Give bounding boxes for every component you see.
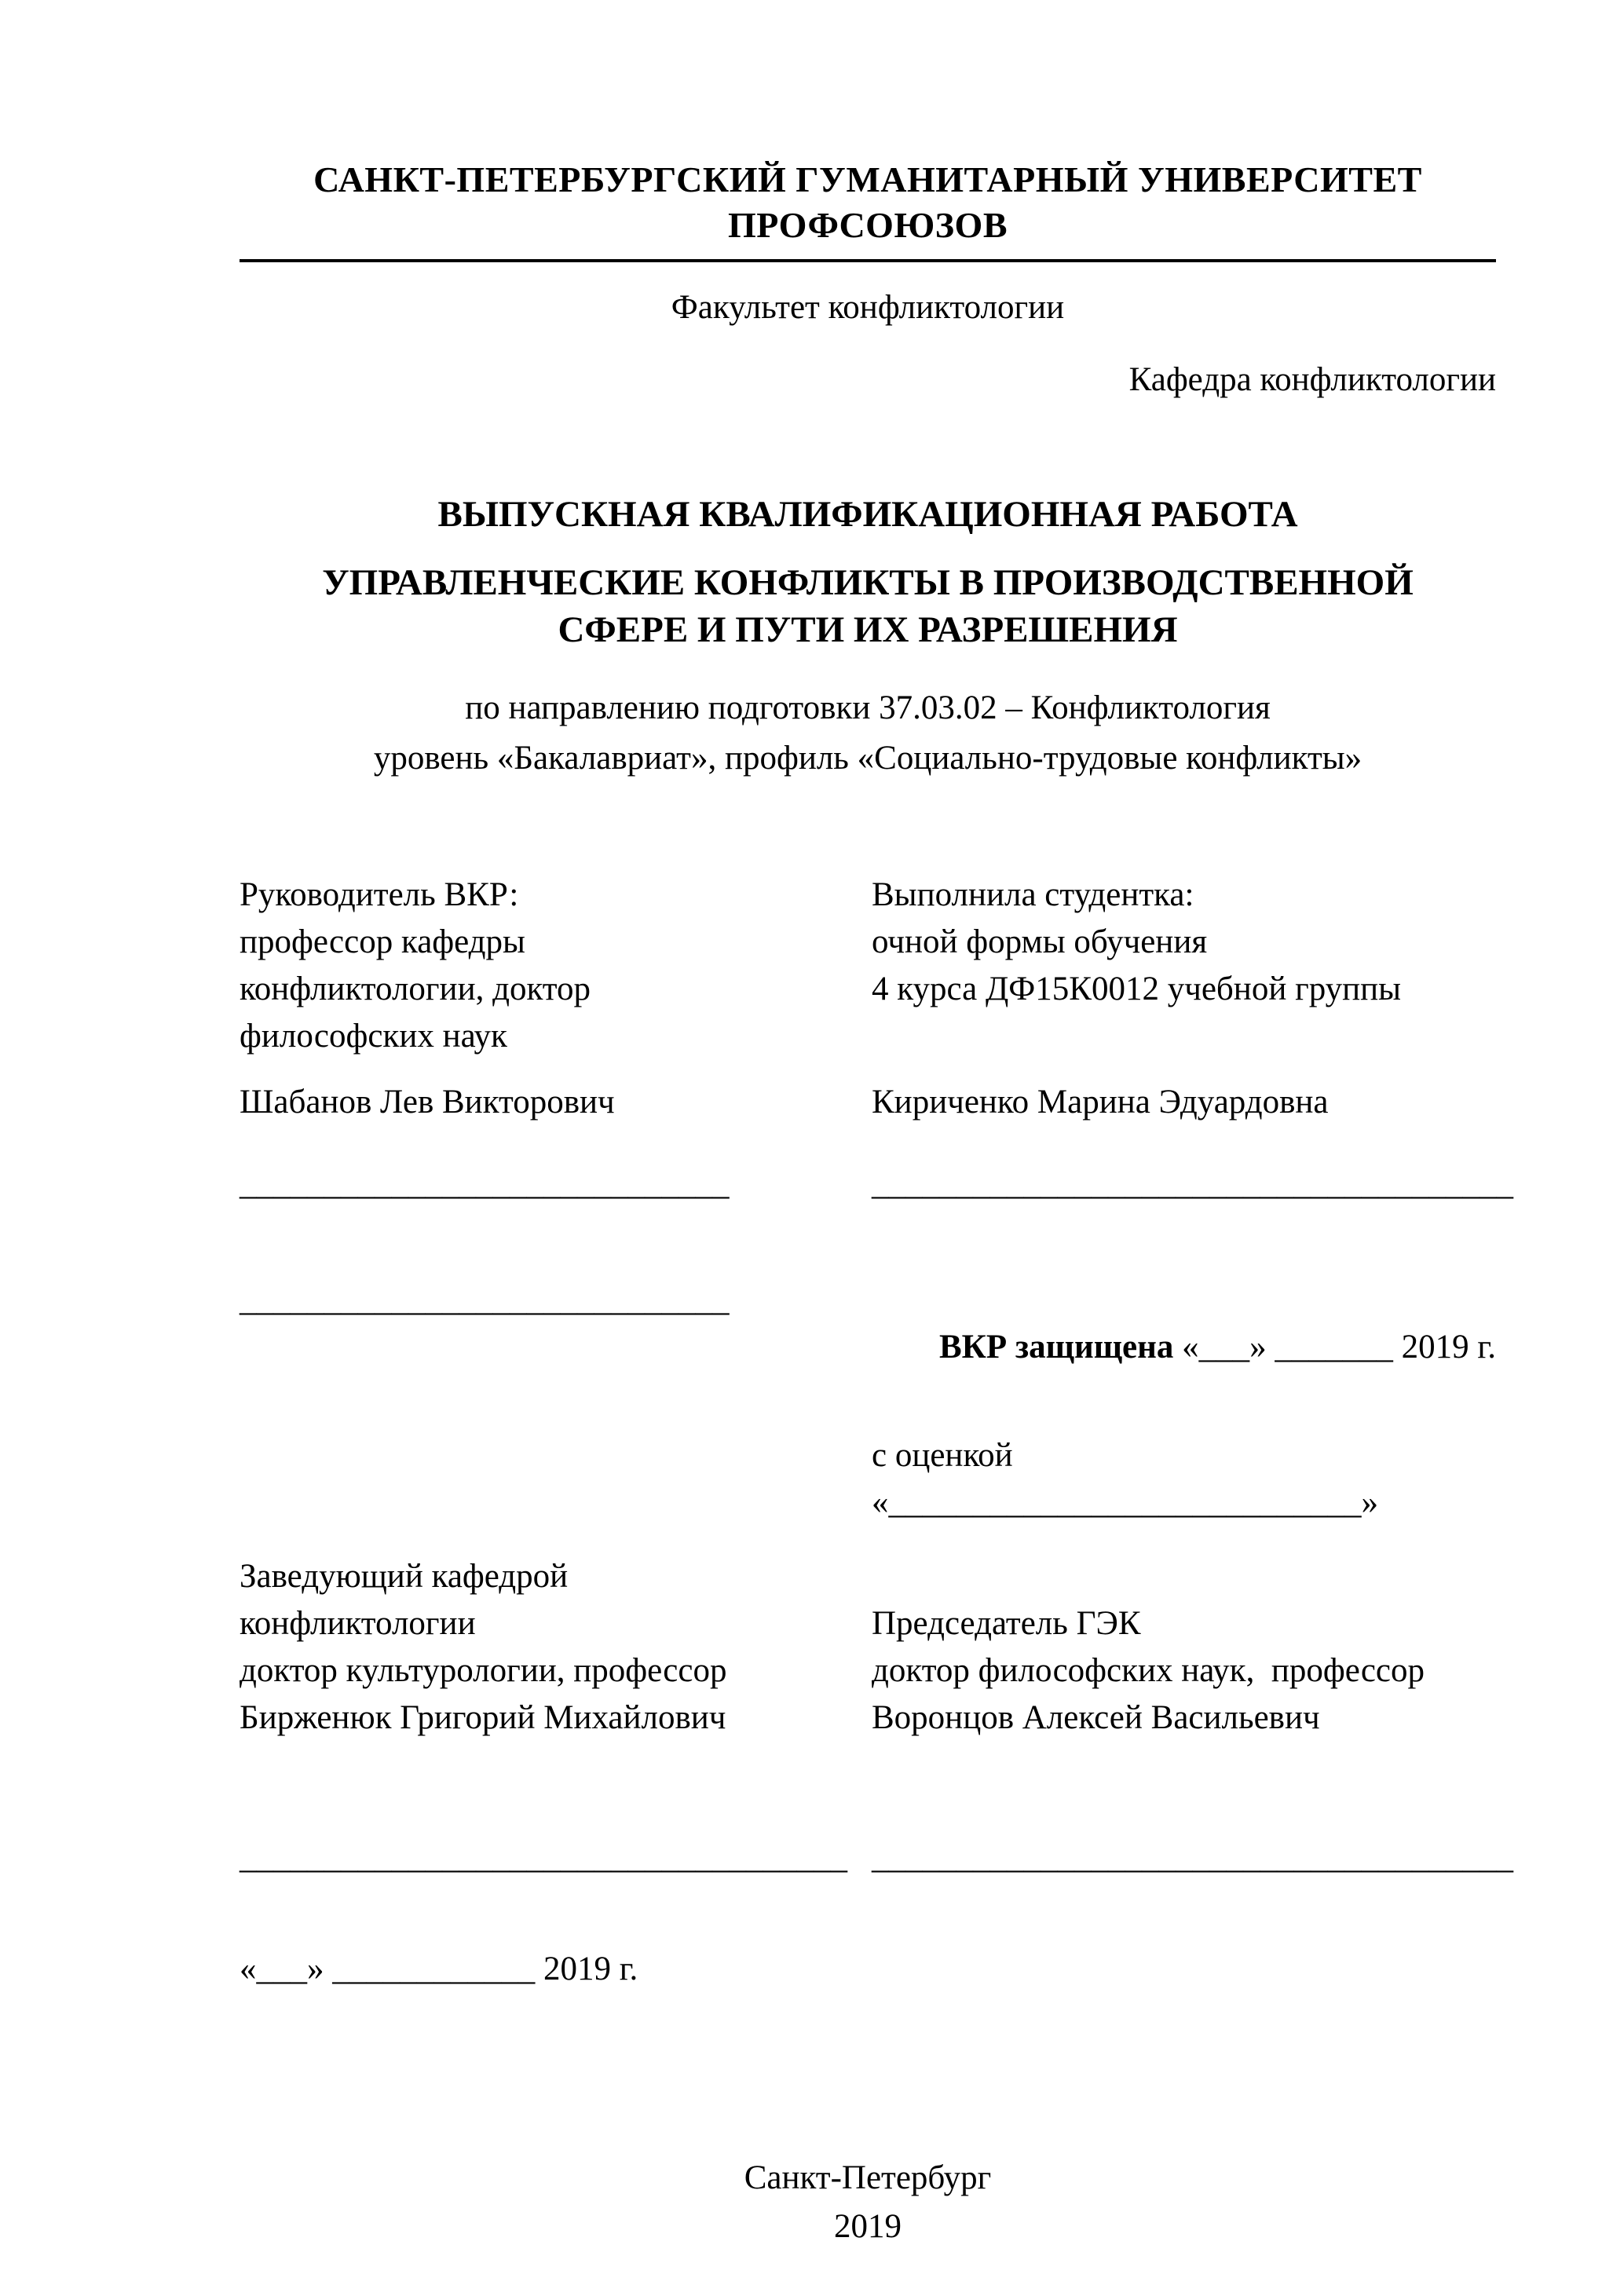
supervisor-signature-line: _____________________________ [240, 1165, 730, 1202]
gek-chair-line1: Председатель ГЭК [872, 1605, 1141, 1642]
program-info [240, 683, 1496, 784]
city-line: Санкт-Петербург [744, 2159, 992, 2196]
defense-line [872, 1277, 1496, 1418]
program-level: уровень «Бакалавриат», профиль «Социально-трудовые конфликты» [373, 740, 1362, 777]
student-info-line1: очной формы обучения [872, 923, 1208, 960]
names-row [240, 1079, 1496, 1126]
supervisor-position-line1: профессор кафедры [240, 923, 525, 960]
department-head-line2: конфликтологии [240, 1605, 476, 1642]
signature-section [240, 872, 1513, 1993]
university-name-line1: САНКТ-ПЕТЕРБУРГСКИЙ ГУМАНИТАРНЫЙ УНИВЕРСИТЕТ [313, 159, 1422, 199]
gek-chair-name: Воронцов Алексей Васильевич [872, 1699, 1320, 1736]
supervisor-name: Шабанов Лев Викторович [240, 1084, 615, 1121]
student-label: Выполнила студентка: [872, 876, 1194, 913]
signature-row-3 [240, 1834, 1513, 1881]
work-type-heading: ВЫПУСКНАЯ КВАЛИФИКАЦИОННАЯ РАБОТА [437, 494, 1298, 535]
supervisor-label: Руководитель ВКР: [240, 876, 519, 913]
student-signature-line: ______________________________________ [872, 1165, 1513, 1202]
header-separator-line [240, 259, 1496, 262]
supervisor-block [240, 872, 872, 1060]
officials-row [240, 1553, 1496, 1742]
signature-row-2 [240, 1277, 1496, 1418]
department-line: Кафедра конфликтологии [1128, 361, 1496, 398]
thesis-title [240, 559, 1496, 653]
gek-chair-block [872, 1553, 1496, 1742]
department-head-line3: доктор культурологии, профессор [240, 1652, 727, 1689]
student-name: Кириченко Марина Эдуардовна [872, 1084, 1329, 1121]
supervisor-signature-line-2: _____________________________ [240, 1281, 730, 1318]
supervisor-position-line2: конфликтологии, доктор [240, 971, 591, 1007]
department-head-line1: Заведующий кафедрой [240, 1558, 569, 1595]
defense-label-bold: ВКР защищена [939, 1329, 1174, 1366]
university-name-line2: ПРОФСОЮЗОВ [728, 205, 1008, 245]
roles-row [240, 872, 1496, 1060]
date-row [240, 1946, 1496, 1993]
thesis-title-line2: СФЕРЕ И ПУТИ ИХ РАЗРЕШЕНИЯ [558, 609, 1178, 650]
student-info-line2: 4 курса ДФ15К0012 учебной группы [872, 971, 1402, 1007]
university-name [240, 157, 1496, 248]
signature-row-1 [240, 1161, 1513, 1208]
department-head-block [240, 1553, 872, 1742]
faculty-line: Факультет конфликтологии [671, 289, 1065, 326]
grade-row-spacer [240, 1432, 872, 1526]
date-row-spacer [872, 1946, 1496, 1993]
grade-line: с оценкой «____________________________» [872, 1437, 1378, 1521]
gek-chair-signature-line: ______________________________________ [872, 1839, 1513, 1876]
supervisor-position-line3: философских наук [240, 1018, 507, 1055]
city-year-block [240, 2154, 1496, 2251]
defense-date-part: «___» _______ 2019 г. [1173, 1329, 1496, 1366]
student-block [872, 872, 1496, 1060]
date-line: «___» ____________ 2019 г. [240, 1951, 638, 1987]
thesis-title-line1: УПРАВЛЕНЧЕСКИЕ КОНФЛИКТЫ В ПРОИЗВОДСТВЕННОЙ [322, 562, 1414, 603]
department-head-name: Бирженюк Григорий Михайлович [240, 1699, 726, 1736]
program-direction: по направлению подготовки 37.03.02 – Конфликтология [465, 689, 1271, 726]
year-line: 2019 [834, 2208, 902, 2245]
grade-row [240, 1432, 1496, 1526]
department-head-signature-line: ____________________________________ [240, 1839, 847, 1876]
gek-chair-line2: доктор философских наук, профессор [872, 1652, 1425, 1689]
